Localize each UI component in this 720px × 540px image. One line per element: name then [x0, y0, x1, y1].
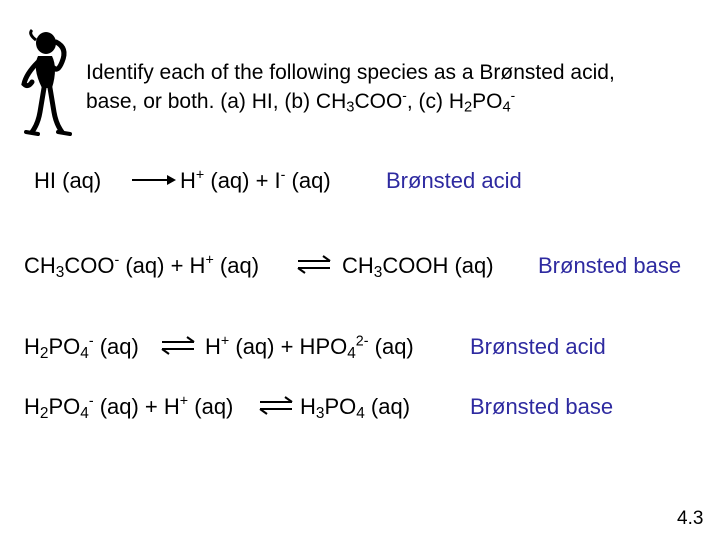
reaction-2-label: Brønsted base	[538, 253, 682, 278]
reaction-4-rhs: $H_3PO_4$ (aq)	[300, 394, 411, 422]
reaction-1-rhs: H+ (aq) + I- (aq)	[180, 167, 331, 193]
reaction-3-rhs: H+ $(aq) + HPO_4^{2-}$ (aq)	[205, 333, 414, 362]
reaction-4-label: Brønsted base	[470, 394, 614, 419]
reaction-1-lhs: HI (aq)	[34, 168, 102, 193]
question-line-1: Identify each of the following species as a Brønsted acid,	[86, 61, 615, 84]
right-arrow-icon	[131, 173, 177, 187]
equilibrium-arrows-icon	[160, 336, 196, 356]
reaction-1-label: Brønsted acid	[386, 168, 522, 193]
page-number: 4.3	[677, 508, 704, 529]
equilibrium-arrows-icon	[296, 255, 332, 275]
equilibrium-arrows-icon	[258, 396, 294, 416]
reaction-3-lhs: $H_2PO_4^-$ (aq)	[24, 333, 139, 362]
reaction-3-label: Brønsted acid	[470, 334, 606, 359]
reaction-2-lhs: $CH_3COO^-$ (aq) + H+ (aq)	[24, 252, 260, 281]
thinking-figure-icon	[18, 28, 74, 145]
reaction-2-rhs: $CH_3COOH$ (aq)	[342, 253, 494, 281]
reaction-4-lhs: $H_2PO_4^-$ (aq) + H+ (aq)	[24, 393, 234, 422]
question-line-2: base, or both. (a) HI, (b) $CH_3COO^-$, (c) $H_2PO_4^-$	[86, 87, 516, 116]
